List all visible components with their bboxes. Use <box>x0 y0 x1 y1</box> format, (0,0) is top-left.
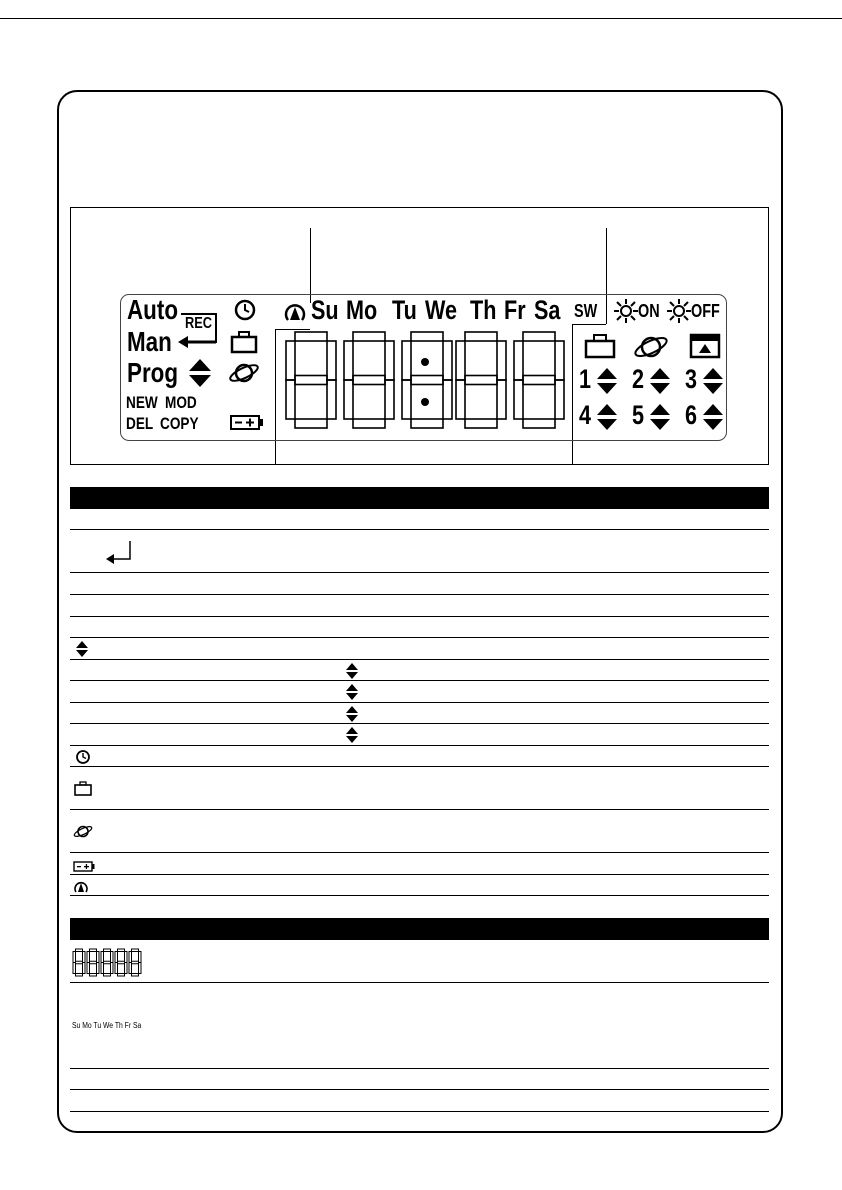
table-row <box>70 660 769 681</box>
day-label: Mo <box>346 295 378 325</box>
briefcase-icon <box>584 333 616 359</box>
table-row <box>70 746 769 767</box>
planet-icon <box>73 823 93 845</box>
function-mod: MOD <box>165 393 197 412</box>
seven-segment-display-icon <box>72 948 144 978</box>
function-new: NEW <box>126 393 158 412</box>
table-row <box>70 573 769 595</box>
rec-label: REC <box>185 315 213 332</box>
table-row <box>70 1069 769 1090</box>
return-arrow-icon <box>104 539 132 570</box>
day-label: Tu <box>392 295 417 325</box>
antenna-icon <box>283 300 307 322</box>
day-label: We <box>425 295 458 325</box>
mode-auto: Auto <box>127 294 179 325</box>
sun-off-label: OFF <box>691 301 720 321</box>
briefcase-icon <box>230 330 258 354</box>
table-row <box>70 617 769 638</box>
table-row <box>70 875 769 896</box>
table-row <box>70 940 769 983</box>
sun-icon <box>614 299 638 323</box>
up-down-arrows-icon <box>596 367 618 395</box>
antenna-icon <box>73 878 89 898</box>
sw-label: SW <box>574 301 598 321</box>
up-down-arrows-icon <box>346 663 358 684</box>
table-row <box>70 853 769 875</box>
top-rule <box>0 0 842 19</box>
up-down-arrows-icon <box>649 367 671 395</box>
battery-icon <box>230 415 264 431</box>
table-row <box>70 767 769 810</box>
channel-number: 5 <box>632 400 645 430</box>
channel-number: 3 <box>685 364 698 394</box>
shutter-icon <box>689 333 721 359</box>
table-row <box>70 724 769 746</box>
sun-on-label: ON <box>638 301 660 321</box>
up-down-arrows-icon <box>702 367 724 395</box>
channel-number: 6 <box>685 400 698 430</box>
day-label: Sa <box>534 295 561 325</box>
up-down-arrows-icon <box>702 403 724 431</box>
function-copy: COPY <box>160 414 199 433</box>
seven-segment-display-icon <box>284 330 572 432</box>
section-header-display <box>70 918 769 940</box>
function-del: DEL <box>126 414 154 433</box>
up-down-arrows-icon <box>76 641 88 662</box>
planet-icon <box>228 360 260 386</box>
battery-icon <box>73 859 95 877</box>
mode-prog: Prog <box>127 357 179 388</box>
table-row <box>70 703 769 724</box>
up-down-arrows-icon <box>649 403 671 431</box>
table-row <box>70 983 769 1069</box>
table-row <box>70 681 769 703</box>
day-label: Su <box>311 295 339 325</box>
up-down-arrows-icon <box>188 358 212 388</box>
table-row <box>70 810 769 853</box>
day-label: Th <box>470 295 497 325</box>
clock-icon <box>75 749 91 770</box>
table-row <box>70 595 769 617</box>
return-arrow-icon <box>178 334 218 350</box>
section-header-symbols <box>70 487 769 509</box>
up-down-arrows-icon <box>346 727 358 748</box>
briefcase-icon <box>74 781 92 801</box>
clock-icon <box>233 298 257 322</box>
table-row <box>70 1090 769 1112</box>
pointer-line-antenna <box>310 228 311 303</box>
up-down-arrows-icon <box>346 684 358 705</box>
table-row <box>70 530 769 573</box>
planet-icon <box>633 333 669 361</box>
day-label: Fr <box>504 295 526 325</box>
channel-number: 1 <box>579 364 592 394</box>
channel-number: 4 <box>579 400 592 430</box>
channel-number: 2 <box>632 364 645 394</box>
table-row <box>70 638 769 660</box>
mode-man: Man <box>127 326 172 357</box>
up-down-arrows-icon <box>346 706 358 727</box>
table-row <box>70 509 769 530</box>
day-labels-small: Su Mo Tu We Th Fr Sa <box>72 1021 142 1030</box>
sun-icon <box>667 299 691 323</box>
up-down-arrows-icon <box>596 403 618 431</box>
